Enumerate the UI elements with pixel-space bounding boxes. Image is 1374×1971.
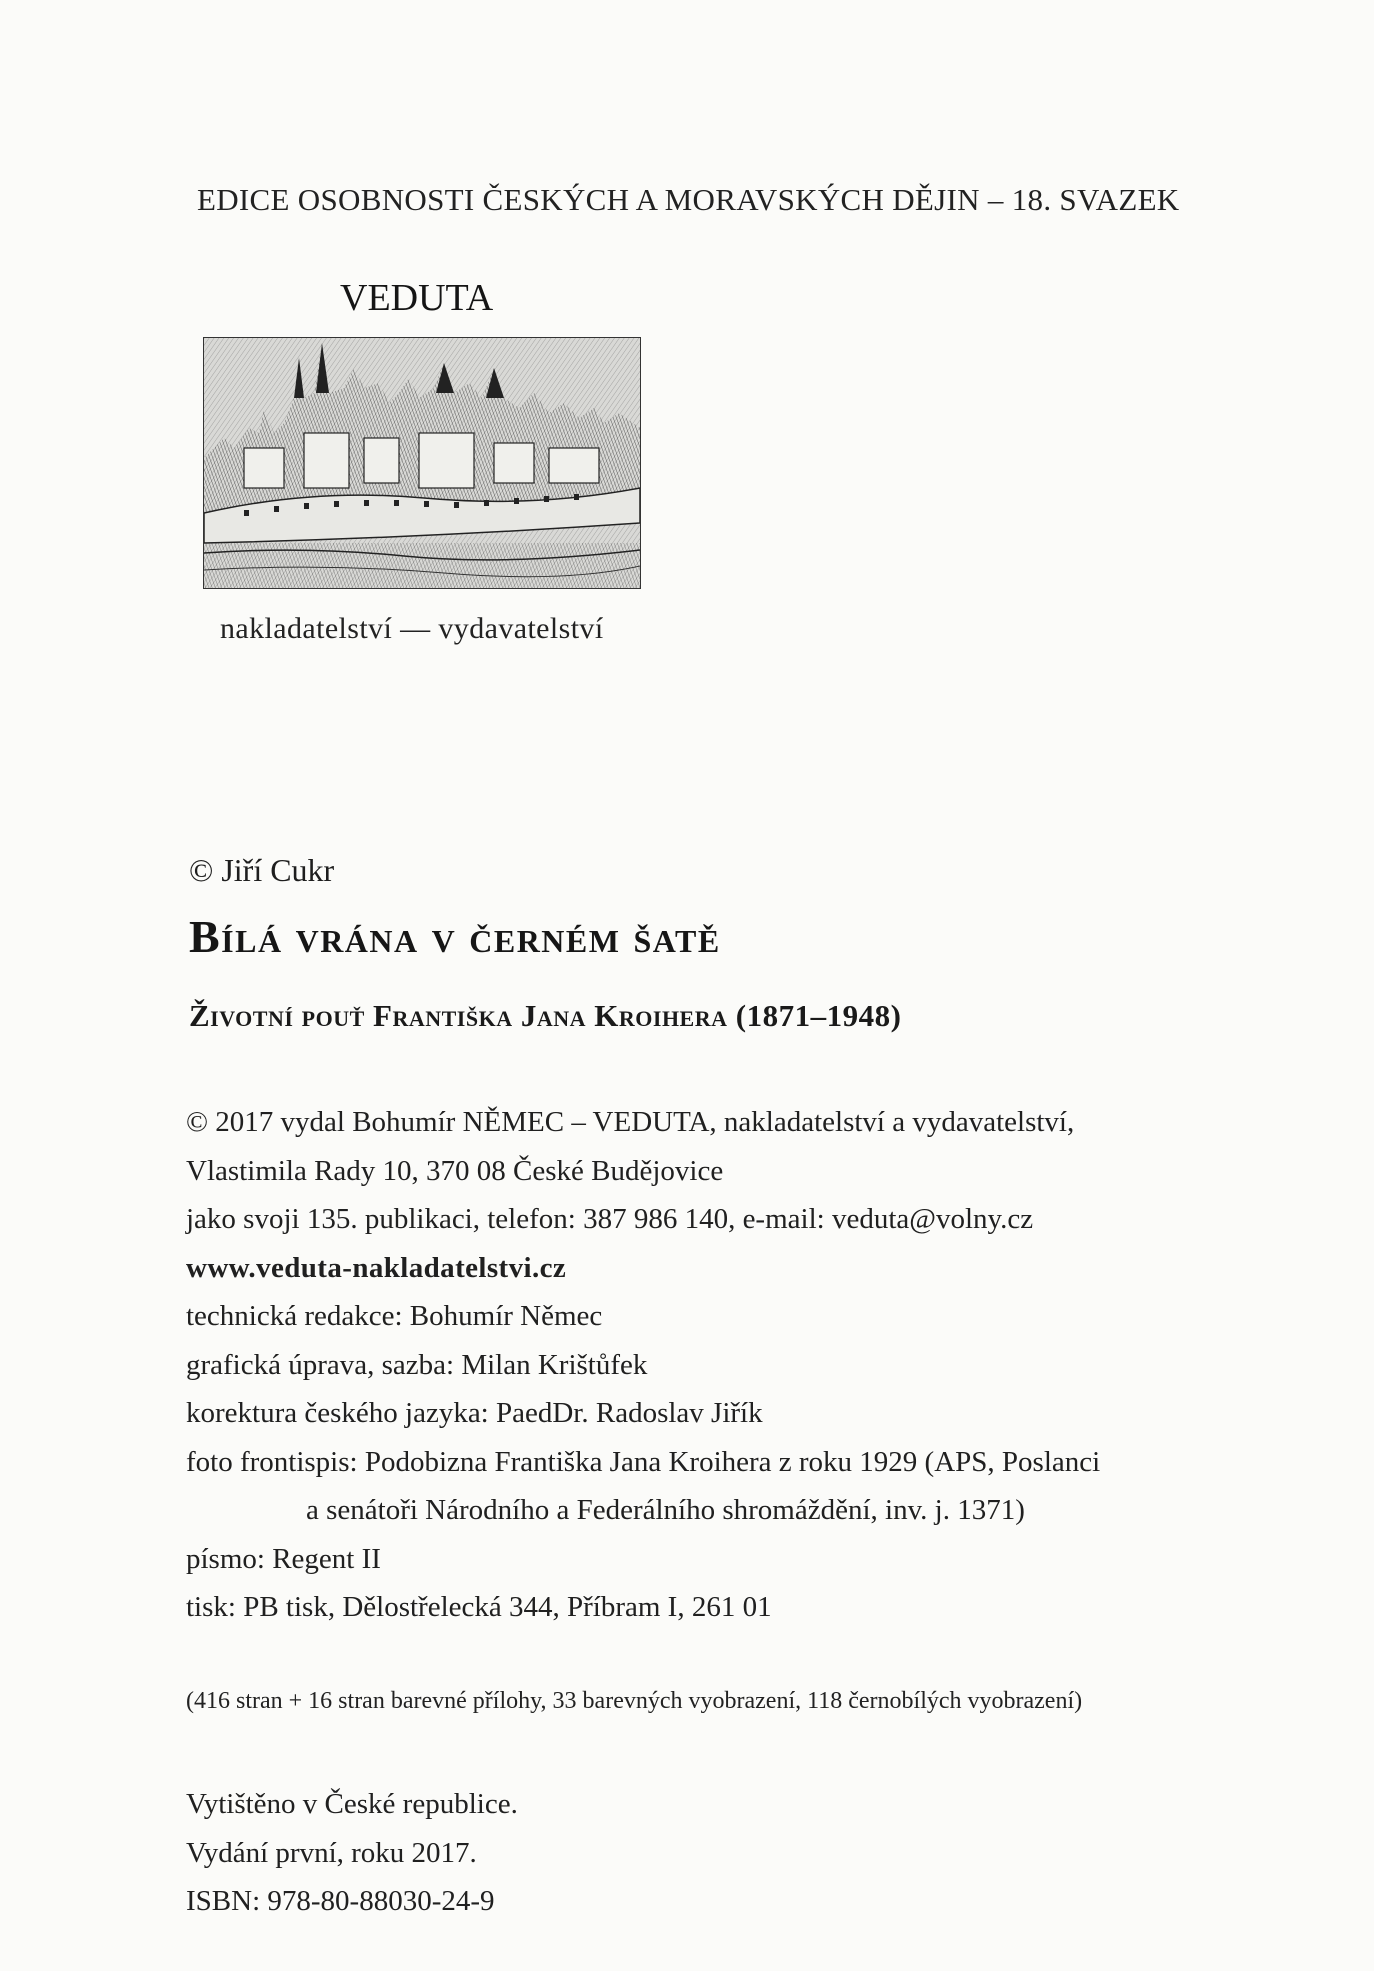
proofreading: korektura českého jazyka: PaedDr. Radoslav Jiřík: [186, 1397, 763, 1429]
frontispiece-credit: foto frontispis: Podobizna Františka Jana Kroihera z roku 1929 (APS, Poslanci: [186, 1445, 1101, 1478]
website-link[interactable]: www.veduta-nakladatelstvi.cz: [186, 1251, 567, 1284]
series-title: EDICE OSOBNOSTI ČESKÝCH A MORAVSKÝCH DĚJIN – 18. SVAZEK: [197, 182, 1180, 217]
book-subtitle: Životní pouť Františka Jana Kroihera (1871–1948): [189, 998, 902, 1033]
book-extent: (416 stran + 16 stran barevné přílohy, 33 barevných vyobrazení, 118 černobílých vyobrazení): [186, 1688, 1083, 1714]
printed-in: Vytištěno v České republice.: [186, 1788, 518, 1820]
graphic-design: grafická úprava, sazba: Milan Krištůfek: [186, 1348, 648, 1381]
book-title: Bílá vrána v černém šatě: [189, 911, 721, 962]
imprint-line: Vlastimila Rady 10, 370 08 České Budějovice: [186, 1154, 724, 1187]
imprint-line: © 2017 vydal Bohumír NĚMEC – VEDUTA, nakladatelství a vydavatelství,: [186, 1106, 1075, 1138]
printer: tisk: PB tisk, Dělostřelecká 344, Příbram I, 261 01: [186, 1591, 772, 1623]
technical-editor: technická redakce: Bohumír Němec: [186, 1300, 603, 1332]
closing-block: [186, 1780, 518, 1926]
author-copyright: © Jiří Cukr: [189, 852, 335, 888]
isbn: ISBN: 978-80-88030-24-9: [186, 1885, 495, 1917]
publisher-name: VEDUTA: [340, 277, 494, 319]
publisher-tagline: nakladatelství — vydavatelství: [220, 612, 604, 645]
typeface: písmo: Regent II: [186, 1542, 381, 1575]
publisher-logo-engraving: [203, 337, 641, 589]
frontispiece-credit-continued: a senátoři Národního a Federálního shromáždění, inv. j. 1371): [306, 1494, 1025, 1526]
edition: Vydání první, roku 2017.: [186, 1836, 477, 1869]
imprint-block: [186, 1098, 1100, 1632]
imprint-line: jako svoji 135. publikaci, telefon: 387 986 140, e-mail: veduta@volny.cz: [186, 1203, 1034, 1235]
